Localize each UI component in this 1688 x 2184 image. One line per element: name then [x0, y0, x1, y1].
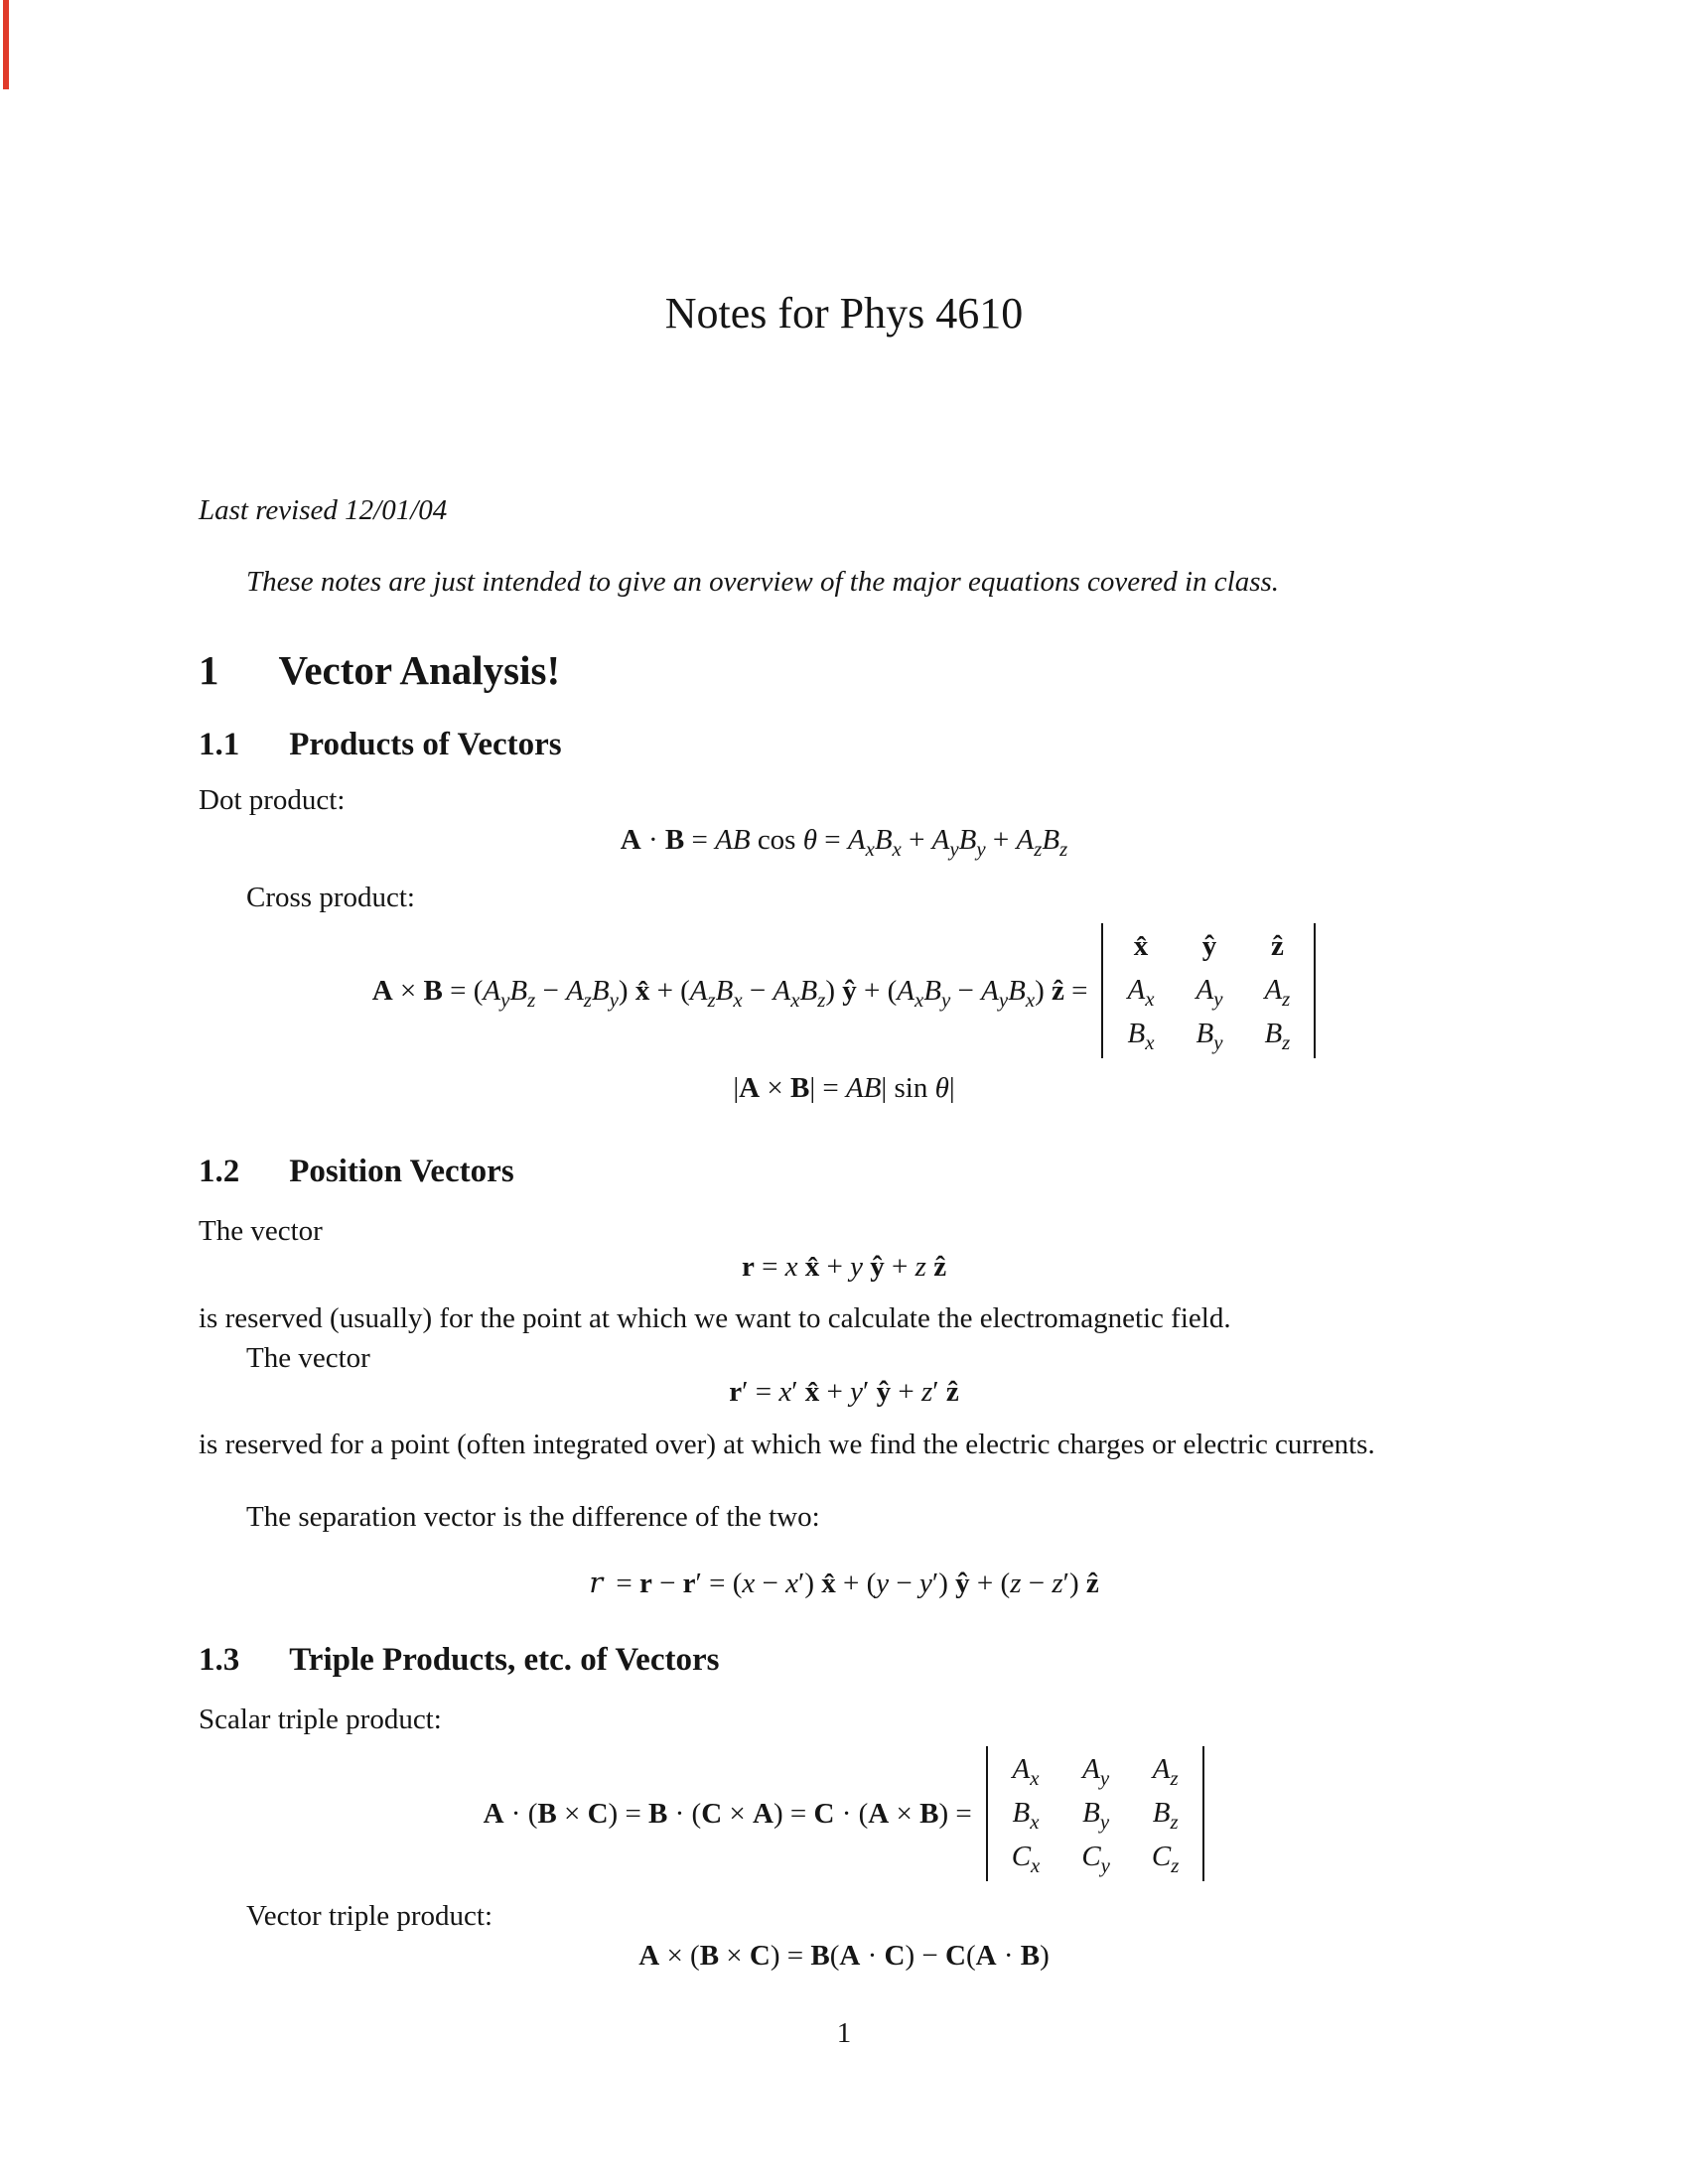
- r-prime-description: is reserved for a point (often integrated over) at which we find the electric charges or electric currents.: [199, 1429, 1375, 1460]
- det-cell: $A_y$: [1196, 974, 1223, 1011]
- det-cell: $B_y$: [1196, 1017, 1223, 1054]
- subsection-1-2-heading: [199, 1152, 1489, 1192]
- det-cell: ẑ: [1270, 930, 1284, 963]
- det-cell: $B_z$: [1152, 1797, 1179, 1834]
- subsection-1-1-title: Products of Vectors: [289, 727, 562, 762]
- equation-cross-magnitude: |A × B| = AB| sin θ|: [733, 1072, 955, 1104]
- determinant-grid: [1011, 1753, 1180, 1877]
- det-cell: $C_x$: [1011, 1840, 1041, 1877]
- section-1-title: Vector Analysis!: [278, 647, 561, 693]
- equation-cross-product-lhs: $A \times B = (A_yB_z - A_zB_y)$ x̂ + $(A_zB_x - A_xB_z)$ ŷ + $(A_xB_y - A_yB_x)$ ẑ =: [371, 974, 1088, 1012]
- det-cell: $B_z$: [1264, 1017, 1291, 1054]
- r-prime-intro: The vector: [246, 1342, 370, 1374]
- cross-product-label: Cross product:: [246, 882, 415, 913]
- scalar-triple-determinant: [986, 1746, 1205, 1881]
- equation-scalar-triple: [199, 1749, 1489, 1878]
- det-cell: ŷ: [1201, 930, 1217, 963]
- document-title: Notes for Phys 4610: [664, 289, 1024, 338]
- subsection-1-1-heading: [199, 725, 1489, 765]
- subsection-1-3-title: Triple Products, etc. of Vectors: [289, 1642, 720, 1678]
- equation-cross-product: [199, 925, 1489, 1056]
- equation-vector-triple: A × (B × C) = B(A · C) − C(A · B): [638, 1940, 1050, 1972]
- equation-scalar-triple-lhs: A · (B × C) = B · (C × A) = C · (A × B) =: [483, 1797, 972, 1830]
- det-cell: $A_y$: [1082, 1753, 1110, 1790]
- equation-r-prime: r′ = x′ x̂ + y′ ŷ + z′ ẑ: [729, 1376, 959, 1408]
- vector-triple-label: Vector triple product:: [246, 1900, 493, 1932]
- det-cell: $B_y$: [1082, 1797, 1110, 1834]
- r-description: is reserved (usually) for the point at which we want to calculate the electromagnetic field.: [199, 1302, 1231, 1334]
- section-1-heading: [199, 645, 1489, 696]
- det-cell: $A_x$: [1127, 974, 1155, 1011]
- equation-dot-product: A · B = AB $\cos \theta = A_xB_x + A_yB_y + A_zB_z$: [620, 824, 1068, 861]
- intro-paragraph: These notes are just intended to give an overview of the major equations covered in class.: [246, 566, 1280, 598]
- determinant-grid: [1127, 930, 1291, 1054]
- subsection-1-2-title: Position Vectors: [289, 1154, 514, 1189]
- page-number: 1: [836, 2017, 852, 2049]
- det-cell: $B_x$: [1012, 1797, 1040, 1834]
- subsection-1-2-number: 1.2: [199, 1154, 240, 1189]
- cross-product-determinant: [1101, 923, 1316, 1058]
- det-cell: x̂: [1133, 930, 1149, 963]
- last-revised-line: Last revised 12/01/04: [199, 494, 448, 526]
- section-1-number: 1: [199, 647, 219, 693]
- subsection-1-3-heading: [199, 1640, 1489, 1681]
- left-edge-red-mark: [3, 0, 9, 89]
- det-cell: $A_z$: [1264, 974, 1291, 1011]
- subsection-1-3-number: 1.3: [199, 1642, 240, 1678]
- det-cell: $C_z$: [1151, 1840, 1180, 1877]
- position-vector-intro: The vector: [199, 1215, 323, 1247]
- subsection-1-1-number: 1.1: [199, 727, 240, 762]
- det-cell: $B_x$: [1127, 1017, 1155, 1054]
- separation-vector-intro: The separation vector is the difference of the two:: [246, 1501, 820, 1533]
- scalar-triple-label: Scalar triple product:: [199, 1704, 442, 1735]
- det-cell: $A_x$: [1012, 1753, 1040, 1790]
- det-cell: $A_z$: [1152, 1753, 1179, 1790]
- equation-r: r = x x̂ + y ŷ + z ẑ: [741, 1251, 947, 1283]
- dot-product-label: Dot product:: [199, 784, 346, 816]
- det-cell: $C_y$: [1081, 1840, 1110, 1877]
- equation-separation-vector: r = r − r′ = (x − x′) x̂ + (y − y′) ŷ + (z − z′) ẑ: [589, 1566, 1099, 1599]
